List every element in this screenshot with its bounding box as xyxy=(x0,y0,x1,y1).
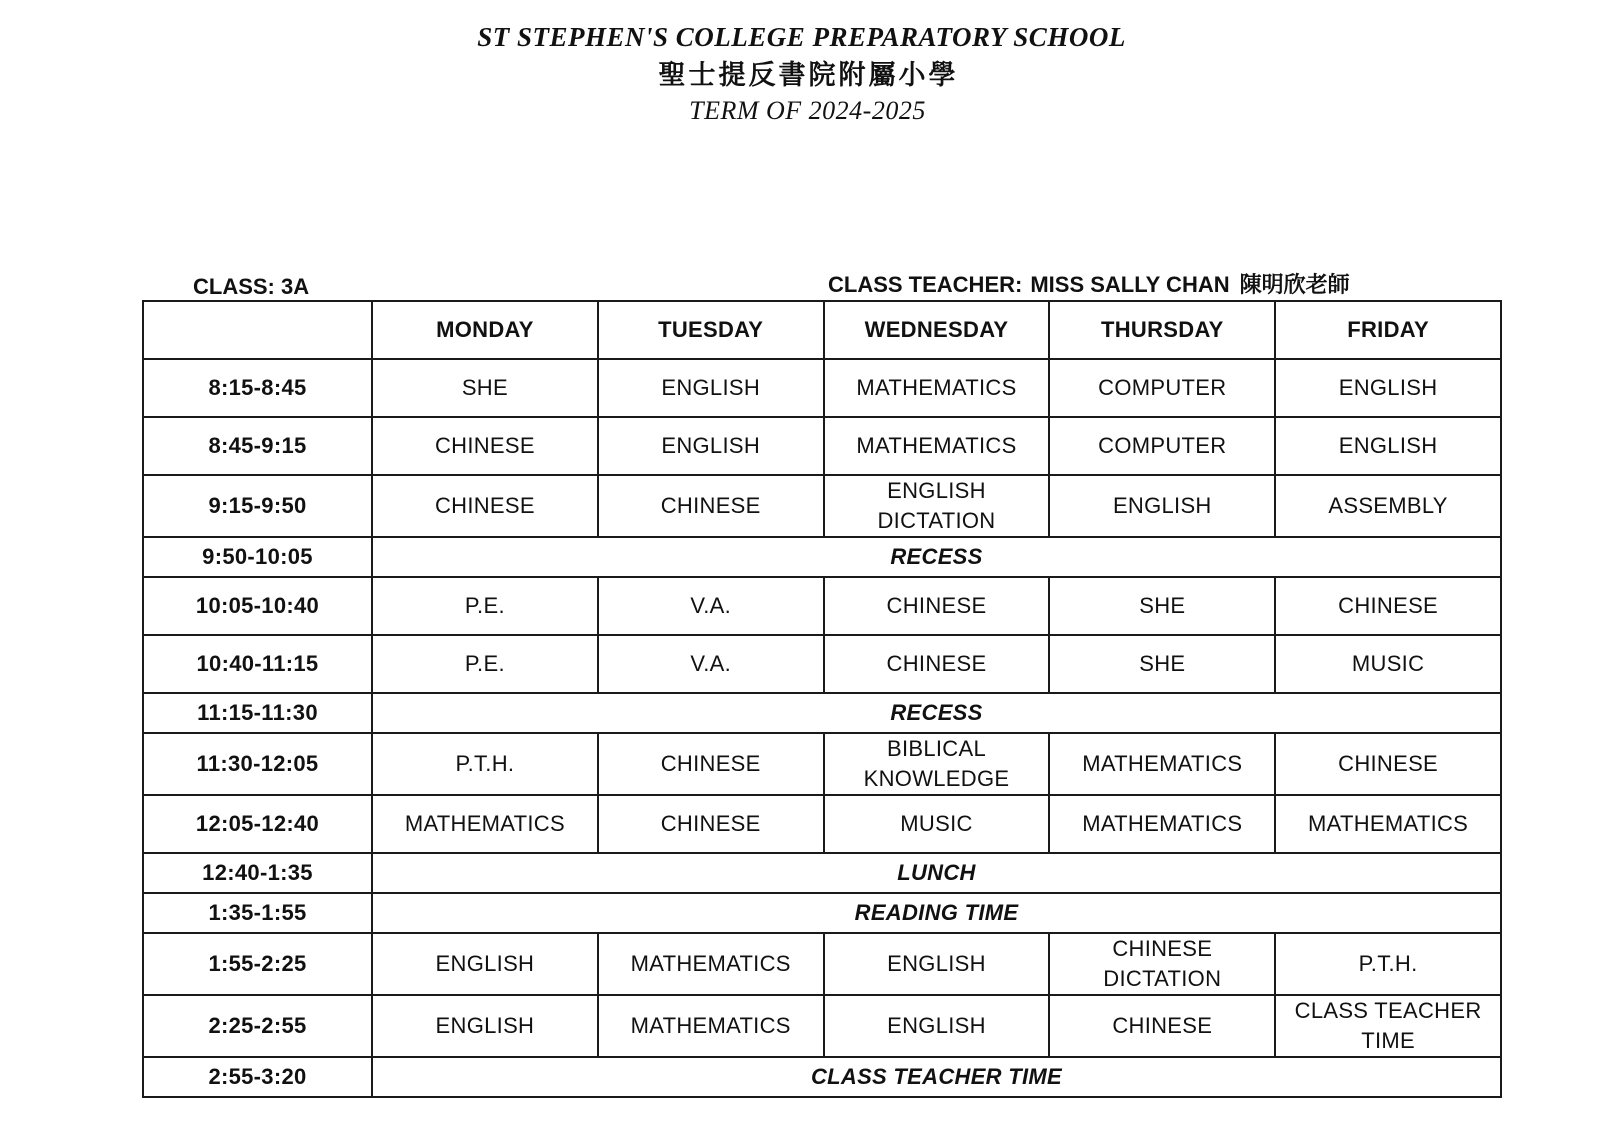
lesson-cell: ENGLISH DICTATION xyxy=(824,475,1050,537)
lesson-row xyxy=(143,359,1501,417)
lesson-cell: MUSIC xyxy=(1275,635,1501,693)
lesson-cell: MATHEMATICS xyxy=(1049,795,1275,853)
day-header: TUESDAY xyxy=(598,301,824,359)
class-label: CLASS: 3A xyxy=(193,274,310,299)
time-slot: 10:05-10:40 xyxy=(143,577,372,635)
time-slot: 1:55-2:25 xyxy=(143,933,372,995)
lesson-cell: CHINESE xyxy=(598,795,824,853)
lesson-cell: V.A. xyxy=(598,577,824,635)
lesson-row xyxy=(143,475,1501,537)
lesson-cell: ENGLISH xyxy=(372,933,598,995)
break-row xyxy=(143,537,1501,577)
break-label: LUNCH xyxy=(372,853,1501,893)
break-row xyxy=(143,853,1501,893)
lesson-cell: CHINESE xyxy=(372,417,598,475)
class-teacher-label: CLASS TEACHER: xyxy=(828,272,1023,297)
lesson-cell: CHINESE xyxy=(1275,733,1501,795)
term-title: TERM OF 2024-2025 xyxy=(689,96,926,125)
time-slot: 8:15-8:45 xyxy=(143,359,372,417)
lesson-cell: P.E. xyxy=(372,635,598,693)
lesson-cell: ENGLISH xyxy=(598,417,824,475)
day-header: THURSDAY xyxy=(1049,301,1275,359)
lesson-row xyxy=(143,795,1501,853)
lesson-cell: CLASS TEACHER TIME xyxy=(1275,995,1501,1057)
lesson-cell: MUSIC xyxy=(824,795,1050,853)
lesson-cell: SHE xyxy=(1049,635,1275,693)
lesson-row xyxy=(143,417,1501,475)
lesson-cell: CHINESE xyxy=(598,733,824,795)
lesson-cell: ENGLISH xyxy=(824,933,1050,995)
lesson-row xyxy=(143,733,1501,795)
break-label: CLASS TEACHER TIME xyxy=(372,1057,1501,1097)
break-label: READING TIME xyxy=(372,893,1501,933)
lesson-cell: P.E. xyxy=(372,577,598,635)
lesson-cell: ASSEMBLY xyxy=(1275,475,1501,537)
lesson-cell: MATHEMATICS xyxy=(598,995,824,1057)
timetable-body xyxy=(143,359,1501,1097)
lesson-cell: COMPUTER xyxy=(1049,359,1275,417)
time-slot: 11:15-11:30 xyxy=(143,693,372,733)
lesson-row xyxy=(143,995,1501,1057)
lesson-cell: MATHEMATICS xyxy=(824,359,1050,417)
lesson-cell: SHE xyxy=(372,359,598,417)
class-teacher-info xyxy=(828,268,1350,299)
break-row xyxy=(143,1057,1501,1097)
lesson-row xyxy=(143,635,1501,693)
lesson-cell: CHINESE xyxy=(824,577,1050,635)
lesson-cell: ENGLISH xyxy=(598,359,824,417)
time-slot: 12:05-12:40 xyxy=(143,795,372,853)
time-slot: 2:55-3:20 xyxy=(143,1057,372,1097)
lesson-cell: V.A. xyxy=(598,635,824,693)
lesson-cell: MATHEMATICS xyxy=(598,933,824,995)
lesson-cell: ENGLISH xyxy=(1275,417,1501,475)
class-teacher-name: MISS SALLY CHAN xyxy=(1030,272,1230,297)
lesson-cell: MATHEMATICS xyxy=(1049,733,1275,795)
break-label: RECESS xyxy=(372,537,1501,577)
time-slot: 11:30-12:05 xyxy=(143,733,372,795)
lesson-cell: ENGLISH xyxy=(1049,475,1275,537)
break-label: RECESS xyxy=(372,693,1501,733)
lesson-cell: MATHEMATICS xyxy=(1275,795,1501,853)
timetable-header-row xyxy=(143,301,1501,359)
time-slot: 9:15-9:50 xyxy=(143,475,372,537)
lesson-row xyxy=(143,933,1501,995)
lesson-row xyxy=(143,577,1501,635)
school-name: ST STEPHEN'S COLLEGE PREPARATORY SCHOOL xyxy=(477,22,1126,52)
time-slot: 10:40-11:15 xyxy=(143,635,372,693)
day-header: WEDNESDAY xyxy=(824,301,1050,359)
time-slot: 1:35-1:55 xyxy=(143,893,372,933)
lesson-cell: COMPUTER xyxy=(1049,417,1275,475)
corner-cell xyxy=(143,301,372,359)
lesson-cell: P.T.H. xyxy=(372,733,598,795)
lesson-cell: CHINESE xyxy=(824,635,1050,693)
lesson-cell: BIBLICAL KNOWLEDGE xyxy=(824,733,1050,795)
lesson-cell: ENGLISH xyxy=(372,995,598,1057)
lesson-cell: CHINESE xyxy=(598,475,824,537)
break-row xyxy=(143,693,1501,733)
time-slot: 8:45-9:15 xyxy=(143,417,372,475)
class-teacher-name-chinese: 陳明欣老師 xyxy=(1239,273,1350,298)
document-header xyxy=(0,18,1623,130)
lesson-cell: CHINESE xyxy=(1049,995,1275,1057)
break-row xyxy=(143,893,1501,933)
timetable xyxy=(142,300,1502,1098)
lesson-cell: ENGLISH xyxy=(824,995,1050,1057)
time-slot: 2:25-2:55 xyxy=(143,995,372,1057)
lesson-cell: SHE xyxy=(1049,577,1275,635)
day-header: MONDAY xyxy=(372,301,598,359)
time-slot: 9:50-10:05 xyxy=(143,537,372,577)
lesson-cell: CHINESE xyxy=(372,475,598,537)
lesson-cell: CHINESE DICTATION xyxy=(1049,933,1275,995)
lesson-cell: P.T.H. xyxy=(1275,933,1501,995)
lesson-cell: ENGLISH xyxy=(1275,359,1501,417)
lesson-cell: MATHEMATICS xyxy=(824,417,1050,475)
school-name-chinese: 聖士提反書院附屬小學 xyxy=(658,60,959,91)
lesson-cell: CHINESE xyxy=(1275,577,1501,635)
time-slot: 12:40-1:35 xyxy=(143,853,372,893)
lesson-cell: MATHEMATICS xyxy=(372,795,598,853)
day-header: FRIDAY xyxy=(1275,301,1501,359)
